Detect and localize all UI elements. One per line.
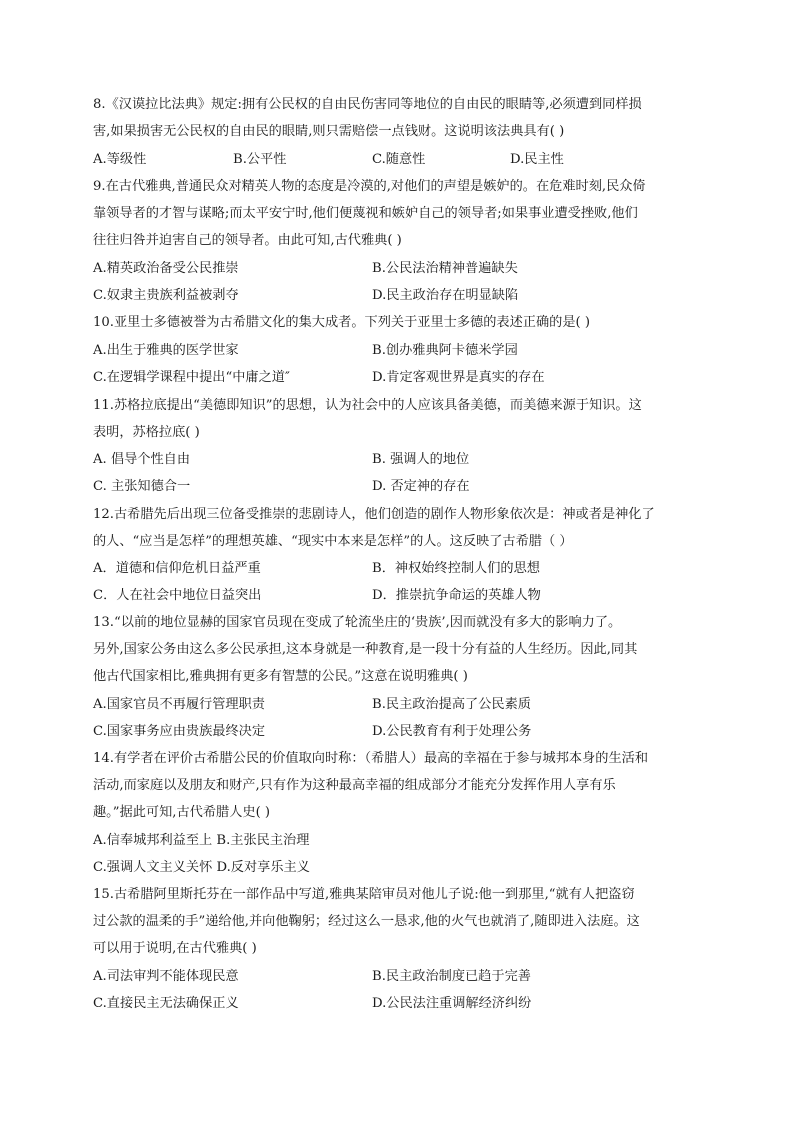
q10-option-c: C.在逻辑学课程中提出“中庸之道″ — [93, 370, 290, 385]
q13-stem-line-3: 他古代国家相比,雅典拥有更多有智慧的公民。”这意在说明雅典( ) — [93, 669, 468, 684]
q8-option-b: B.公平性 — [233, 152, 287, 167]
q13-option-b: B.民主政治提高了公民素质 — [372, 697, 531, 712]
q15-option-d: D.公民法注重调解经济纠纷 — [372, 996, 532, 1011]
q10-option-b: B.创办雅典阿卡德米学园 — [372, 343, 518, 358]
q13-option-a: A.国家官员不再履行管理职责 — [93, 697, 265, 712]
q9-option-d: D.民主政治存在明显缺陷 — [372, 288, 519, 303]
q13-option-c: C.国家事务应由贵族最终决定 — [93, 724, 266, 739]
q13-stem-line-1: 13.“以前的地位显赫的国家官员现在变成了轮流坐庄的‘贵族’,因而就没有多大的影响力了。 — [93, 615, 622, 630]
q10-option-d: D.肯定客观世界是真实的存在 — [372, 370, 545, 385]
q15-stem-line-1: 15.古希腊阿里斯托芬在一部作品中写道,雅典某陪审员对他儿子说:他一到那里,“就有人把盗窃 — [93, 887, 635, 902]
q11-option-a: A. 倡导个性自由 — [93, 452, 191, 467]
q12-stem-line-2: 的人、“应当是怎样”的理想英雄、“现实中本来是怎样”的人。这反映了古希腊（ ） — [93, 534, 573, 549]
q12-option-c: C．人在社会中地位日益突出 — [93, 588, 262, 603]
q8-stem-line-1: 8.《汉谟拉比法典》规定:拥有公民权的自由民伤害同等地位的自由民的眼睛等,必须遭到同样损 — [93, 97, 642, 112]
q14-stem-line-2: 活动,而家庭以及朋友和财产,只有作为这种最高幸福的组成部分才能充分发挥作用人享有乐 — [93, 778, 616, 793]
q13-stem-line-2: 另外,国家公务由这么多公民承担,这本身就是一种教育,是一段十分有益的人生经历。因此,同其 — [93, 642, 638, 657]
q12-option-a: A．道德和信仰危机日益严重 — [93, 561, 261, 576]
q10-option-a: A.出生于雅典的医学世家 — [93, 343, 239, 358]
q8-option-c: C.随意性 — [372, 152, 426, 167]
q9-stem-line-2: 靠领导者的才智与谋略;而太平安宁时,他们便蔑视和嫉妒自己的领导者;如果事业遭受挫败,他们 — [93, 206, 638, 221]
q9-option-b: B.公民法治精神普遍缺失 — [372, 261, 518, 276]
q14-options-a-b: A.信奉城邦利益至上 B.主张民主治理 — [93, 833, 310, 848]
q14-options-c-d: C.强调人文主义关怀 D.反对享乐主义 — [93, 860, 310, 875]
q8-stem-line-2: 害,如果损害无公民权的自由民的眼睛,则只需赔偿一点钱财。这说明该法典具有( ) — [93, 124, 565, 139]
q12-option-d: D．推崇抗争命运的英雄人物 — [372, 588, 541, 603]
q13-option-d: D.公民教育有利于处理公务 — [372, 724, 532, 739]
q9-option-a: A.精英政治备受公民推崇 — [93, 261, 239, 276]
q9-stem-line-1: 9.在古代雅典,普通民众对精英人物的态度是冷漠的,对他们的声望是嫉妒的。在危难时刻,民众倚 — [93, 179, 646, 194]
q9-stem-line-3: 往往归咎并迫害自己的领导者。由此可知,古代雅典( ) — [93, 233, 402, 248]
q15-option-c: C.直接民主无法确保正义 — [93, 996, 239, 1011]
q11-stem-line-1: 11.苏格拉底提出“美德即知识”的思想，认为社会中的人应该具备美德，而美德来源于知识。这 — [93, 398, 642, 413]
q8-option-a: A.等级性 — [93, 152, 147, 167]
q8-option-d: D.民主性 — [510, 152, 564, 167]
q12-option-b: B．神权始终控制人们的思想 — [372, 561, 540, 576]
q11-option-b: B. 强调人的地位 — [372, 452, 470, 467]
q11-option-d: D. 否定神的存在 — [372, 479, 470, 494]
q14-stem-line-3: 趣。”据此可知,古代希腊人史( ) — [93, 805, 271, 820]
q11-option-c: C. 主张知德合一 — [93, 479, 191, 494]
q15-stem-line-3: 可以用于说明,在古代雅典( ) — [93, 941, 257, 956]
q15-option-b: B.民主政治制度已趋于完善 — [372, 969, 531, 984]
q10-stem-line-1: 10.亚里士多德被誉为古希腊文化的集大成者。下列关于亚里士多德的表述正确的是( ) — [93, 315, 591, 330]
q11-stem-line-2: 表明，苏格拉底( ) — [93, 425, 200, 440]
q15-stem-line-2: 过公款的温柔的手”递给他,并向他鞠躬；经过这么一恳求,他的火气也就消了,随即进入法庭。这 — [93, 914, 640, 929]
q12-stem-line-1: 12.古希腊先后出现三位备受推崇的悲剧诗人，他们创造的剧作人物形象依次是：神或者是神化了 — [93, 507, 655, 522]
q15-option-a: A.司法审判不能体现民意 — [93, 969, 239, 984]
q9-option-c: C.奴隶主贵族利益被剥夺 — [93, 288, 239, 303]
q14-stem-line-1: 14.有学者在评价古希腊公民的价值取向时称：（希腊人）最高的幸福在于参与城邦本身的生活和 — [93, 751, 649, 766]
